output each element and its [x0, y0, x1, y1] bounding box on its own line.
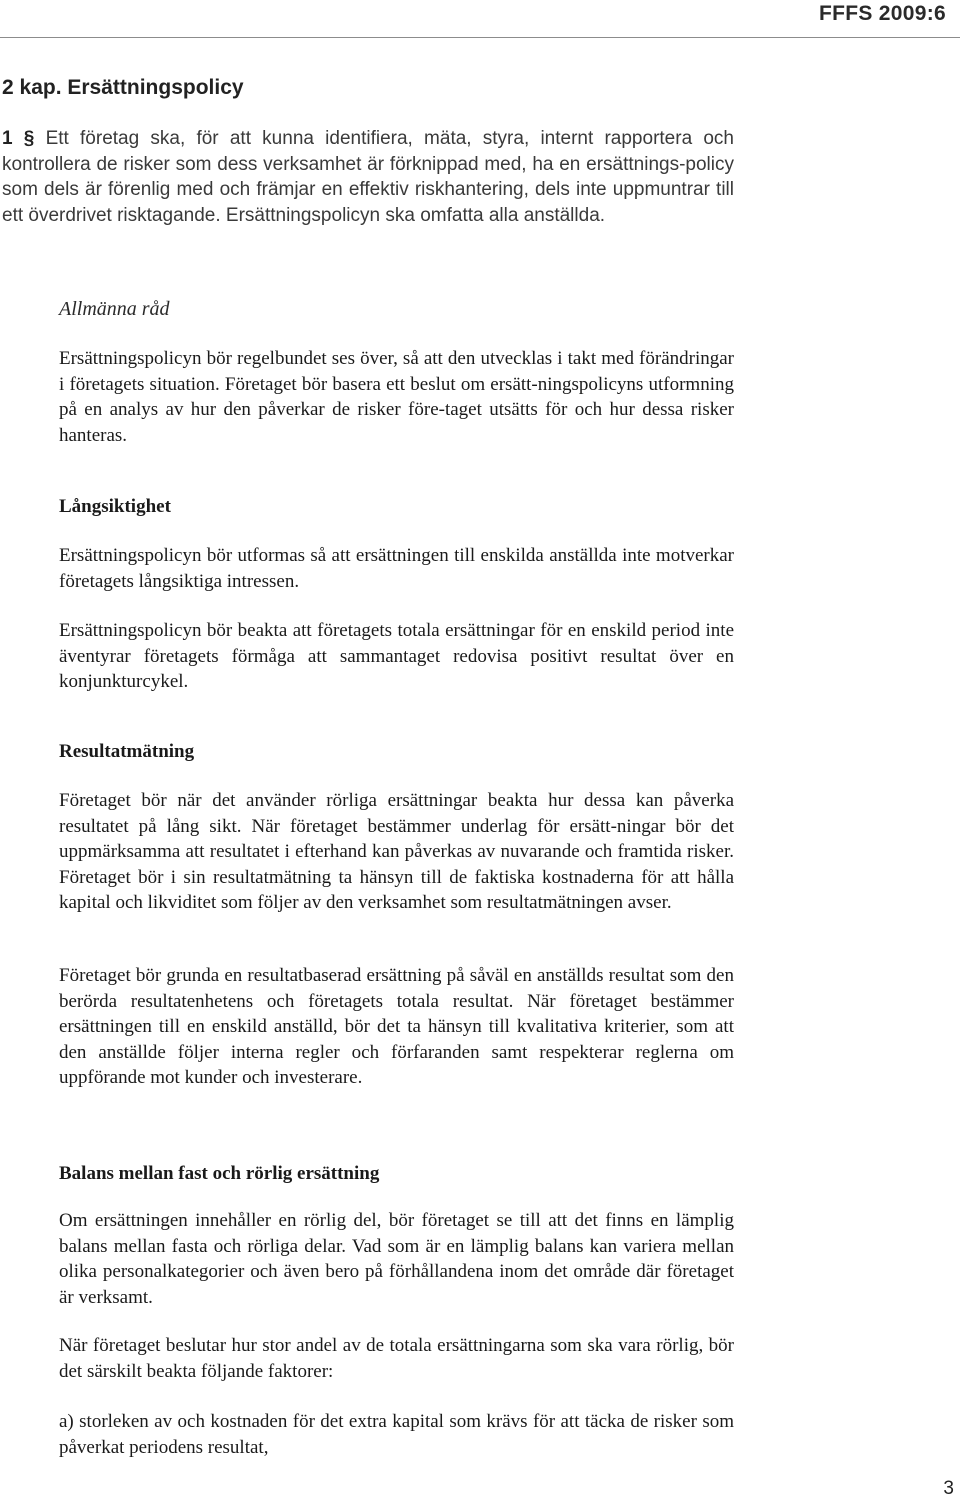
heading-long-term: Långsiktighet — [59, 496, 171, 517]
section-1 — [2, 126, 734, 228]
section-1-text: Ett företag ska, för att kunna identifiera, mäta, styra, internt rapportera och kontrollera de risker som dess verksamhet är förknippad med, ha en ersättnings-policy som dels är förenlig med och främjar en effektiv riskhantering, dels inte uppmuntrar till ett överdrivet risktagande. Ersättningspolicyn ska omfatta alla anställda. — [2, 128, 734, 226]
long-term-paragraph-1: Ersättningspolicyn bör utformas så att ersättningen till enskilda anställda inte motverkar företagets långsiktiga intressen. — [59, 545, 734, 592]
balance-list-item-a: a) storleken av och kostnaden för det extra kapital som krävs för att täcka de risker som påverkat periodens resultat, — [59, 1411, 734, 1458]
heading-performance: Resultatmätning — [59, 741, 195, 762]
document-id: FFFS 2009:6 — [818, 2, 946, 25]
chapter-title: 2 kap. Ersättningspolicy — [2, 76, 244, 99]
header-divider — [0, 37, 960, 38]
performance-paragraph-2: Företaget bör grunda en resultatbaserad ersättning på såväl en anställds resultat som den berörda resultatenhetens och företagets totala resultat. När företaget bestämmer ersättningen till en enskild anställd, bör det ta hänsyn till kvalitativa kriterier, som att den anställde följer interna regler och förfaranden samt respekterar reglerna om uppförande mot kunder och investerare. — [59, 965, 734, 1088]
general-advice-paragraph: Ersättningspolicyn bör regelbundet ses över, så att den utvecklas i takt med förändringar i företagets situation. Företaget bör basera ett beslut om ersätt-ningspolicyns utformning på en analys av hur den påverkar de risker före-taget utsätts för och hur dessa risker hanteras. — [59, 348, 734, 446]
performance-paragraph-1: Företaget bör när det använder rörliga ersättningar beakta hur dessa kan påverka resultatet på lång sikt. När företaget bestämmer underlag för ersätt-ningar bör det uppmärksamma att resultatet i efterhand kan påverkas av nuvarande och framtida risker. Företaget bör i sin resultatmätning ta hänsyn till de faktiska kostnaderna för att hålla kapital och likviditet som följer av den verksamhet som resultatmätningen avser. — [59, 790, 734, 913]
heading-balance: Balans mellan fast och rörlig ersättning — [59, 1163, 380, 1184]
general-advice-heading: Allmänna råd — [59, 298, 170, 320]
section-number: 1 § — [2, 128, 35, 149]
long-term-paragraph-2: Ersättningspolicyn bör beakta att företagets totala ersättningar för en enskild period inte äventyrar företagets förmåga att sammantaget redovisa positivt resultat över en konjunkturcykel. — [59, 620, 734, 692]
page-number: 3 — [943, 1478, 954, 1499]
balance-paragraph-1: Om ersättningen innehåller en rörlig del, bör företaget se till att det finns en lämplig balans mellan fasta och rörliga delar. Vad som är en lämplig balans kan variera mellan olika personalkategorier och även bero på förhållandena inom det område där företaget är verksamt. — [59, 1210, 734, 1308]
balance-paragraph-2: När företaget beslutar hur stor andel av de totala ersättningarna som ska vara rörlig, bör det särskilt beakta följande faktorer: — [59, 1335, 734, 1382]
